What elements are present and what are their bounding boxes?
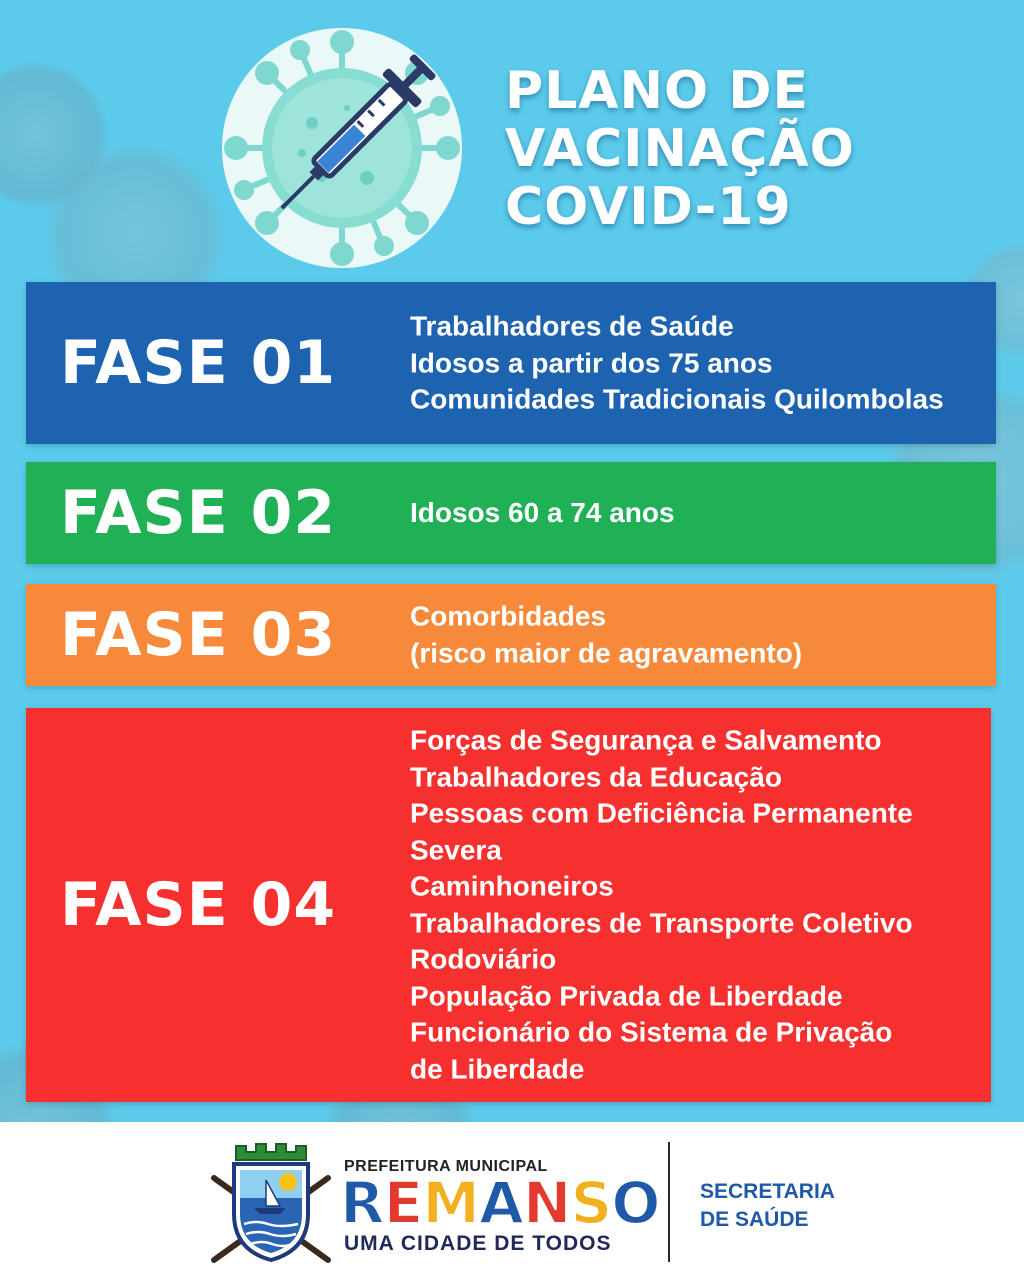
- logo-letter: S: [570, 1169, 612, 1237]
- phase-04-panel: [26, 708, 991, 1102]
- slogan: UMA CIDADE DE TODOS: [344, 1232, 612, 1255]
- municipal-crest-icon: [206, 1140, 336, 1269]
- phase-label: FASE 02: [60, 478, 337, 548]
- list-item: Trabalhadores da Educação: [410, 761, 782, 792]
- logo-letter: N: [522, 1169, 571, 1237]
- phase-label: FASE 04: [60, 870, 337, 940]
- logo-letter: E: [383, 1169, 423, 1237]
- logo-letter: R: [340, 1169, 384, 1237]
- list-item: Forças de Segurança e Salvamento: [410, 724, 882, 756]
- list-item: Idosos a partir dos 75 anos: [410, 346, 773, 378]
- phase-items-list: [410, 495, 675, 532]
- title-line: VACINAÇÃO: [505, 119, 855, 179]
- list-item: População Privada de Liberdade: [410, 980, 843, 1011]
- footer-divider: [668, 1142, 670, 1262]
- logo-letter: O: [611, 1169, 660, 1237]
- logo-letter: A: [479, 1169, 523, 1237]
- footer: [0, 1122, 1024, 1280]
- phase-items-list: [410, 723, 913, 1088]
- prefeitura-label: PREFEITURA MUNICIPAL: [344, 1158, 548, 1175]
- list-item: Trabalhadores de Transporte Coletivo: [410, 907, 913, 938]
- title-line: PLANO DE: [505, 61, 810, 121]
- list-item: Trabalhadores de Saúde: [410, 310, 734, 342]
- secretaria-line: DE SAÚDE: [700, 1208, 809, 1231]
- phase-items-list: [410, 308, 944, 418]
- list-item: Idosos 60 a 74 anos: [410, 496, 675, 528]
- logo-letter: M: [422, 1169, 480, 1237]
- phase-items-list: [410, 599, 802, 672]
- list-item: Rodoviário: [410, 943, 557, 975]
- phase-03-panel: [26, 584, 996, 686]
- phase-label: FASE 03: [60, 600, 337, 670]
- phase-02-panel: [26, 462, 996, 564]
- title-line: COVID-19: [505, 177, 792, 237]
- list-item: Comorbidades: [410, 600, 607, 632]
- secretaria-line: SECRETARIA: [700, 1180, 835, 1203]
- page-title: [505, 62, 855, 236]
- list-item: Caminhoneiros: [410, 870, 614, 902]
- list-item: Severa: [410, 834, 502, 865]
- city-logotype: [340, 1170, 660, 1236]
- phase-label: FASE 01: [60, 328, 337, 398]
- list-item: (risco maior de agravamento): [410, 637, 803, 668]
- header: [0, 0, 1024, 280]
- list-item: Pessoas com Deficiência Permanente: [410, 797, 913, 829]
- secretaria-label: [700, 1178, 835, 1234]
- list-item: de Liberdade: [410, 1053, 585, 1084]
- virus-syringe-icon: [222, 28, 462, 268]
- phase-01-panel: [26, 282, 996, 444]
- list-item: Comunidades Tradicionais Quilombolas: [410, 383, 944, 415]
- list-item: Funcionário do Sistema de Privação: [410, 1016, 893, 1048]
